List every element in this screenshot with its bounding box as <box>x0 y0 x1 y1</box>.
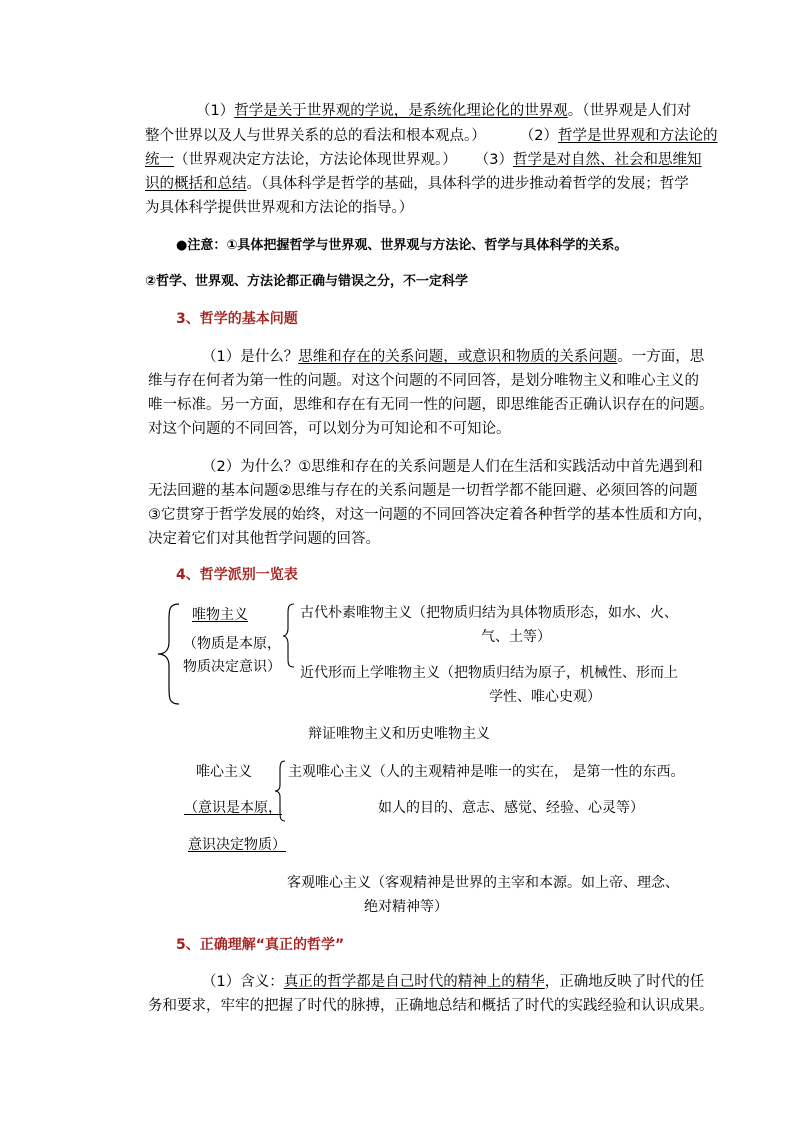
q2-line-3: ③它贯穿于哲学发展的始终，对这一问题的不同回答决定着各种哲学的基本性质和方向， <box>148 507 712 523</box>
q2-line-2: 无法回避的基本问题②思维与存在的关系问题是一切哲学都不能回避、必须回答的问题 <box>148 483 698 499</box>
definition-underline: 哲学是关于世界观的学说，是系统化理论化的世界观 <box>234 103 568 119</box>
q1-line-2: 维与存在何者为第一性的问题。对这个问题的不同回答，是划分唯物主义和唯心主义的 <box>148 373 699 389</box>
s1-line-3: 统一（世界观决定方法论，方法论体现世界观。） （3）哲学是对自然、社会和思维知 <box>145 152 702 168</box>
modern-materialism-1: 近代形而上学唯物主义（把物质归结为原子，机械性、形而上 <box>300 665 678 681</box>
q2-line-4: 决定着它们对其他哲学问题的回答。 <box>148 531 380 547</box>
subjective-idealism-1: 主观唯心主义（人的主观精神是唯一的实在， 是第一性的东西。 <box>288 764 685 780</box>
heading-schools-table: 4、哲学派别一览表 <box>176 567 298 583</box>
materialism-inner-brace-icon <box>282 600 298 670</box>
s1-line-5: 为具体科学提供世界观和方法论的指导。） <box>145 200 414 216</box>
s5-line-1: （1）含义：真正的哲学都是自己时代的精神上的精华，正确地反映了时代的任 <box>202 974 705 990</box>
ancient-materialism-1: 古代朴素唯物主义（把物质归结为具体物质形态，如水、火、 <box>300 605 678 621</box>
q1-line-1: （1）是什么？思维和存在的关系问题，或意识和物质的关系问题。一方面，思 <box>202 349 705 365</box>
materialism-title: 唯物主义 <box>192 607 248 623</box>
s1-line-2: 整个世界以及人与世界关系的总的看法和根本观点。） （2）哲学是世界观和方法论的 <box>145 128 718 144</box>
s1-line-4: 识的概括和总结。（具体科学是哲学的基础，具体科学的进步推动着哲学的发展；哲学 <box>145 176 689 192</box>
heading-basic-question: 3、哲学的基本问题 <box>176 311 298 327</box>
idealism-title: 唯心主义 <box>196 764 252 780</box>
note-line-1: ●注意：①具体把握哲学与世界观、世界观与方法论、哲学与具体科学的关系。 <box>176 238 628 253</box>
modern-materialism-2: 学性、唯心史观） <box>489 689 601 705</box>
materialism-desc-1: （物质是本原， <box>183 636 281 652</box>
dialectical-materialism: 辩证唯物主义和历史唯物主义 <box>308 726 490 742</box>
q1-line-3: 唯一标准。另一方面，思维和存在有无同一性的问题，即思维能否正确认识存在的问题。 <box>148 397 714 413</box>
q2-line-1: （2）为什么？①思维和存在的关系问题是人们在生活和实践活动中首先遇到和 <box>202 459 703 475</box>
idealism-desc-2: 意识决定物质） <box>188 837 286 853</box>
subjective-idealism-2: 如人的目的、意志、感觉、经验、心灵等） <box>378 800 644 816</box>
s5-line-2: 务和要求，牢牢的把握了时代的脉搏，正确地总结和概括了时代的实践经验和认识成果。 <box>148 998 714 1014</box>
big-left-brace-icon <box>155 600 185 710</box>
objective-idealism-1: 客观唯心主义（客观精神是世界的主宰和本源。如上帝、理念、 <box>287 875 679 891</box>
materialism-desc-2: 物质决定意识） <box>183 659 281 675</box>
note-line-2: ②哲学、世界观、方法论都正确与错误之分，不一定科学 <box>145 274 469 289</box>
heading-true-philosophy: 5、正确理解“真正的哲学” <box>176 937 345 953</box>
q1-line-4: 对这个问题的不同回答，可以划分为可知论和不可知论。 <box>148 421 511 437</box>
objective-idealism-2: 绝对精神等） <box>364 899 448 915</box>
idealism-desc-1: （意识是本原， <box>184 800 282 816</box>
s1-line-1: （1）哲学是关于世界观的学说，是系统化理论化的世界观。（世界观是人们对 <box>196 103 691 119</box>
ancient-materialism-2: 气、土等） <box>481 629 551 645</box>
